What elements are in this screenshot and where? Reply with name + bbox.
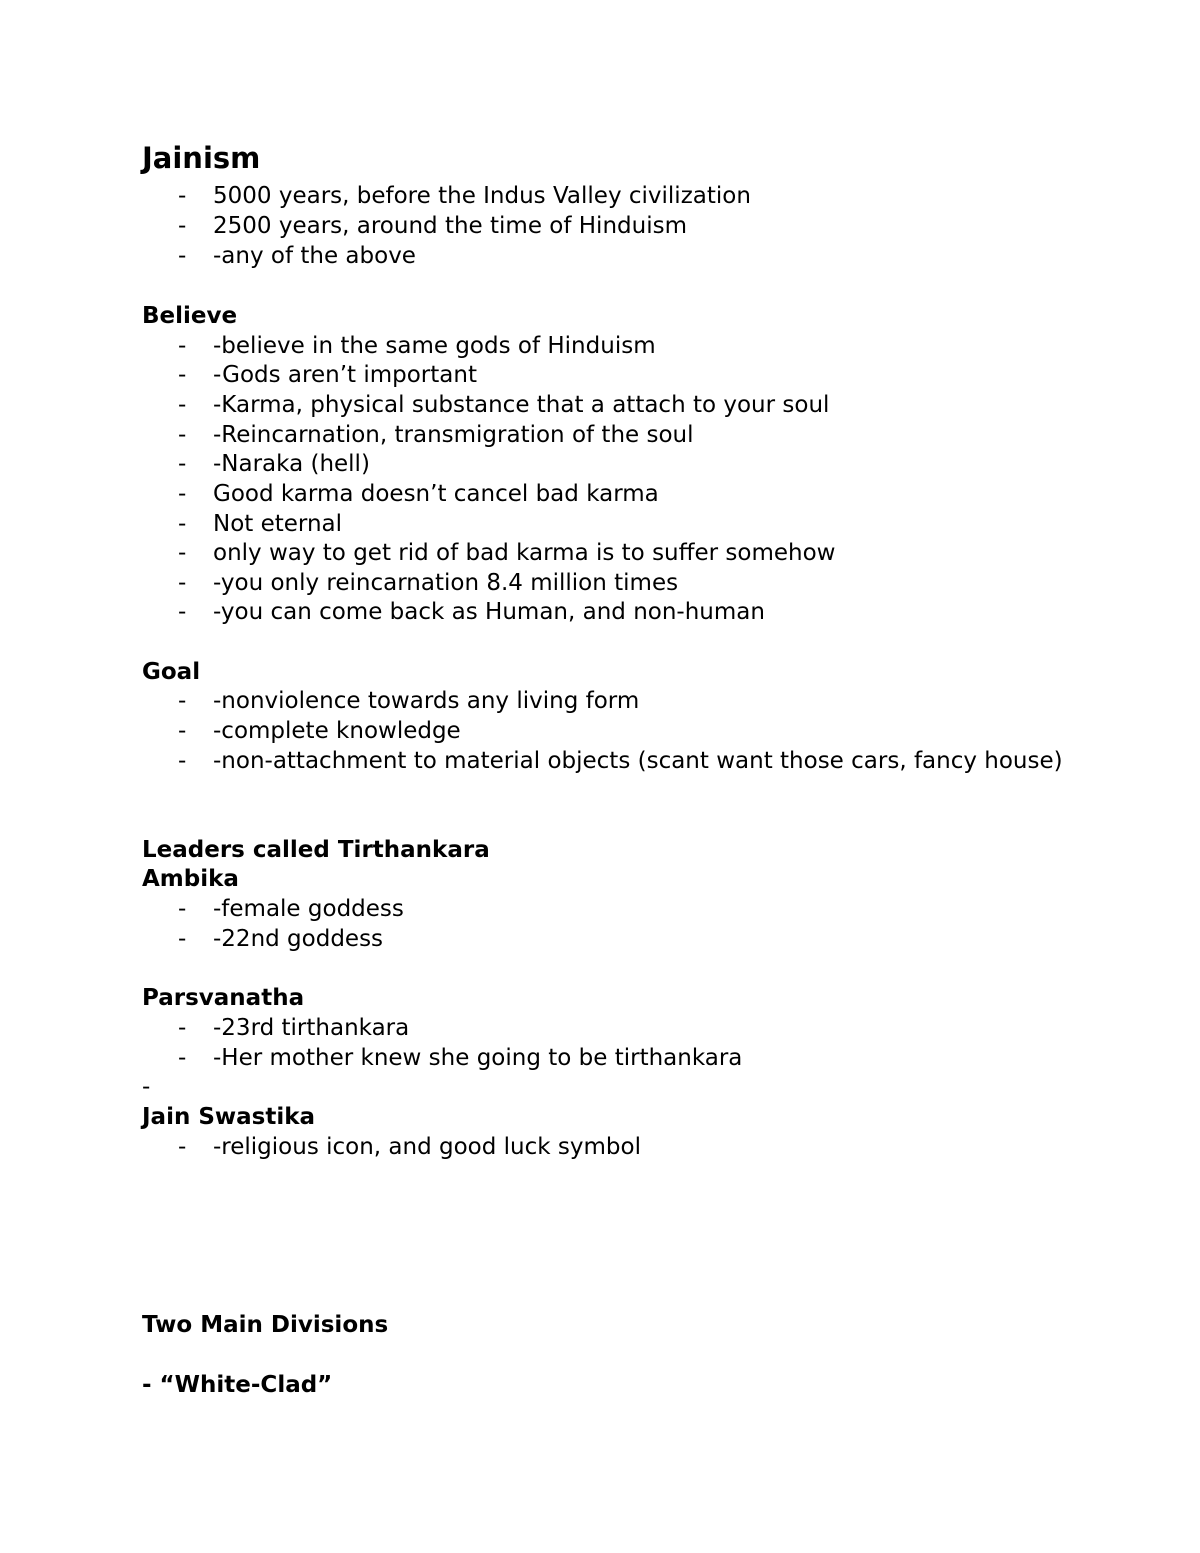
bullet-marker: -	[178, 422, 187, 448]
bullet-marker: -	[178, 540, 187, 566]
list-item: -Her mother knew she going to be tirthankara	[213, 1045, 743, 1071]
list-item: Not eternal	[213, 511, 343, 537]
bullet-marker: -	[178, 213, 187, 239]
list-item: -Naraka (hell)	[213, 451, 370, 477]
list-item: 5000 years, before the Indus Valley civilization	[213, 183, 751, 209]
bullet-marker: -	[178, 362, 187, 388]
bullet-marker: -	[178, 511, 187, 537]
list-item: -complete knowledge	[213, 718, 461, 744]
list-item: -you only reincarnation 8.4 million times	[213, 570, 679, 596]
bullet-marker: -	[178, 451, 187, 477]
document-title: Jainism	[142, 141, 261, 175]
section-heading-divisions: Two Main Divisions	[142, 1312, 389, 1338]
section-heading-leaders: Leaders called Tirthankara	[142, 837, 490, 863]
bullet-marker: -	[178, 1134, 187, 1160]
bullet-marker: -	[178, 570, 187, 596]
bullet-marker: -	[178, 1015, 187, 1041]
list-item: -Gods aren’t important	[213, 362, 477, 388]
list-item: -any of the above	[213, 243, 416, 269]
list-item: -Karma, physical substance that a attach to your soul	[213, 392, 830, 418]
bullet-marker: -	[178, 333, 187, 359]
list-item: only way to get rid of bad karma is to suffer somehow	[213, 540, 836, 566]
bullet-marker: -	[178, 718, 187, 744]
section-heading-swastika: Jain Swastika	[142, 1104, 316, 1130]
section-heading-goal: Goal	[142, 659, 201, 685]
bullet-marker: -	[178, 688, 187, 714]
bullet-marker: -	[178, 599, 187, 625]
bullet-marker: -	[178, 481, 187, 507]
list-item: -23rd tirthankara	[213, 1015, 410, 1041]
stray-dash: -	[142, 1074, 151, 1100]
division-white-clad: - “White-Clad”	[142, 1372, 333, 1398]
section-heading-parsvanatha: Parsvanatha	[142, 985, 305, 1011]
bullet-marker: -	[178, 748, 187, 774]
section-heading-ambika: Ambika	[142, 866, 239, 892]
list-item: -female goddess	[213, 896, 404, 922]
list-item: -believe in the same gods of Hinduism	[213, 333, 656, 359]
list-item: Good karma doesn’t cancel bad karma	[213, 481, 659, 507]
bullet-marker: -	[178, 1045, 187, 1071]
list-item: -Reincarnation, transmigration of the soul	[213, 422, 694, 448]
bullet-marker: -	[178, 243, 187, 269]
bullet-marker: -	[178, 896, 187, 922]
bullet-marker: -	[178, 926, 187, 952]
bullet-marker: -	[178, 392, 187, 418]
bullet-marker: -	[178, 183, 187, 209]
list-item: -non-attachment to material objects (scant want those cars, fancy house)	[213, 748, 1063, 774]
list-item: 2500 years, around the time of Hinduism	[213, 213, 687, 239]
list-item: -22nd goddess	[213, 926, 384, 952]
list-item: -nonviolence towards any living form	[213, 688, 640, 714]
section-heading-believe: Believe	[142, 303, 238, 329]
list-item: -religious icon, and good luck symbol	[213, 1134, 641, 1160]
list-item: -you can come back as Human, and non-human	[213, 599, 765, 625]
